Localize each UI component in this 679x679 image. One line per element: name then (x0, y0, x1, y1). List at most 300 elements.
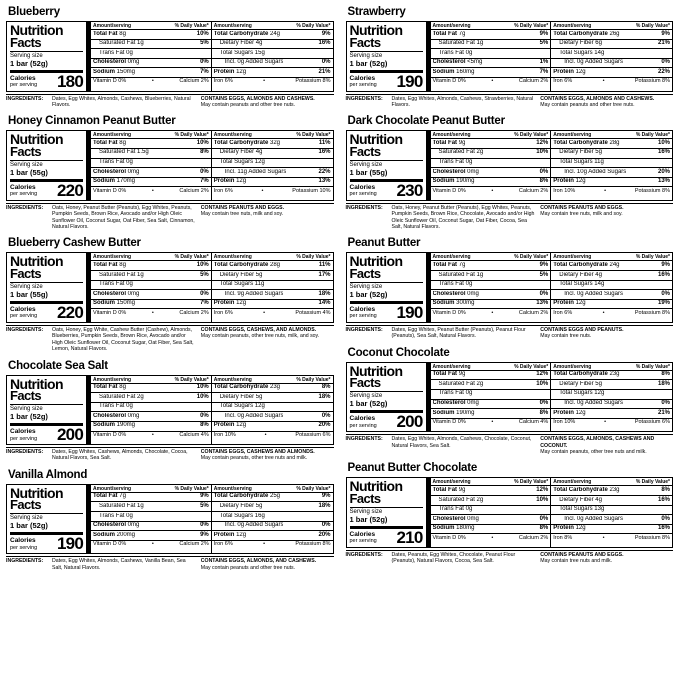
nutrient-row (431, 30, 551, 40)
nutrient-row (212, 493, 333, 503)
serving-size-label: Serving size (349, 52, 383, 59)
nutrient-dv: 9% (661, 30, 670, 37)
nutrient-name: Cholesterol 0mg (93, 168, 140, 175)
nutrient-name: Protein 12g (213, 300, 247, 307)
nutrient-row (431, 49, 551, 59)
nutrient-row (431, 281, 551, 291)
nutrient-name: Sodium 300mg (432, 300, 475, 307)
nutrient-dv: 0% (200, 290, 209, 297)
vitamin-item: Potassium 6% (295, 432, 331, 439)
calories-row (349, 302, 423, 322)
column-header (212, 376, 333, 384)
nutrient-name: Cholesterol 0mg (432, 290, 479, 297)
nutrient-name: Protein 12g (213, 68, 247, 75)
nutrient-row (91, 290, 211, 300)
nutrient-dv: 18% (318, 290, 331, 297)
calories-value: 200 (396, 412, 423, 432)
vitamin-item: Potassium 8% (634, 534, 670, 541)
nutrient-row (551, 409, 672, 418)
nutrient-name: Saturated Fat 1.5g (99, 149, 149, 156)
nutrient-row (91, 159, 211, 169)
nutrient-dv (545, 390, 548, 398)
nutrient-row (212, 531, 333, 540)
dv-header: % Daily Value* (635, 479, 670, 486)
nutrient-dv: 5% (200, 40, 209, 47)
amount-header: Amount/serving (432, 479, 471, 486)
nutrient-dv (667, 281, 670, 289)
allergen-warning: CONTAINS PEANUTS AND EGGS. May contain tree nuts, milk and soy. (200, 204, 285, 218)
ingredients-text: Dates, Egg Whites, Almonds, Cashews, Chocolate, Coconut, Natural Flavors, Sea Salt. (391, 436, 532, 449)
nutrient-row (431, 149, 551, 159)
nutrient-name: Protein 12g (553, 178, 586, 185)
divider (350, 282, 423, 283)
divider (10, 404, 83, 405)
nutrient-row (91, 59, 211, 69)
serving-size-value: 1 bar (55g) (10, 289, 48, 299)
calories-row (349, 412, 423, 432)
nutrient-name: Sodium 170mg (93, 178, 136, 185)
vitamin-item: Iron 10% (553, 419, 576, 426)
amount-header: Amount/serving (553, 132, 592, 139)
nutrient-dv: 16% (657, 496, 670, 503)
vitamin-row (551, 77, 672, 86)
nutrient-dv: 11% (318, 261, 331, 268)
allergen-warning: CONTAINS EGGS AND PEANUTS. May contain tree nuts. (540, 326, 624, 340)
nutrient-name: Total Sugars 11g (219, 281, 265, 288)
facts-columns (91, 22, 333, 91)
nutrient-name: Saturated Fat 1g (99, 40, 144, 47)
column-header (431, 22, 551, 30)
vitamin-row (431, 186, 551, 195)
nutrient-row (91, 412, 211, 422)
vitamin-row (91, 186, 211, 195)
nutrient-dv (545, 159, 548, 167)
facts-column (91, 22, 212, 91)
vitamin-separator: • (604, 187, 607, 194)
nutrient-dv: 8% (200, 422, 209, 429)
nutrient-name: Cholesterol 0mg (93, 522, 140, 529)
nutrient-dv: 10% (196, 30, 209, 37)
nutrient-name: Saturated Fat 1g (99, 271, 144, 278)
facts-summary (7, 22, 91, 91)
product-title: Strawberry (347, 6, 406, 18)
vitamin-row (431, 77, 551, 86)
ingredients-block (6, 94, 334, 109)
nutrient-row (551, 30, 672, 40)
serving-size-value: 1 bar (52g) (10, 412, 48, 422)
nutrient-dv: 16% (657, 525, 670, 532)
nutrient-row (551, 290, 672, 300)
nutrient-name: Total Fat 7g (432, 30, 466, 37)
nutrient-name: Total Sugars 14g (559, 281, 605, 288)
vitamin-item: Vitamin D 0% (432, 187, 466, 194)
nutrient-name: Dietary Fiber 4g (219, 40, 263, 47)
nutrient-row (551, 178, 672, 187)
nutrient-dv (545, 281, 548, 289)
vitamin-separator: • (491, 534, 494, 541)
ingredients-block (346, 94, 674, 109)
nutrient-row (431, 139, 551, 149)
nutrient-dv: 0% (661, 290, 670, 297)
nutrient-name: Saturated Fat 1g (99, 502, 144, 509)
ingredients-block (346, 325, 674, 340)
product-title: Blueberry Cashew Butter (8, 237, 141, 250)
nutrient-row (212, 412, 333, 422)
vitamin-separator: • (151, 187, 154, 194)
nutrient-name: Total Sugars 14g (559, 49, 605, 56)
nutrition-facts-box (6, 21, 334, 92)
amount-header: Amount/serving (93, 132, 132, 139)
nutrient-row (431, 271, 551, 281)
facts-columns (431, 478, 673, 547)
nutrition-facts-box (6, 252, 334, 323)
facts-column (212, 253, 333, 322)
nutrient-name: Saturated Fat 2g (438, 380, 484, 387)
dv-header: % Daily Value* (174, 132, 209, 139)
vitamin-separator: • (602, 78, 605, 85)
nutrient-row (431, 261, 551, 271)
serving-size-label: Serving size (10, 161, 43, 168)
vitamin-item: Iron 10% (213, 432, 236, 439)
nutrient-row (212, 281, 333, 291)
nutrient-row (212, 49, 333, 59)
nutrient-dv: 20% (318, 422, 331, 429)
ingredients-label: INGREDIENTS: (346, 325, 392, 340)
facts-column (91, 253, 212, 322)
nutrient-name: Dietary Fiber 5g (219, 393, 263, 400)
nutrient-dv: 8% (321, 384, 331, 391)
nutrient-name: Incl. 10g Added Sugars (564, 168, 627, 175)
facts-summary (7, 485, 91, 554)
nutrient-dv: 0% (661, 515, 670, 522)
vitamin-row (551, 418, 672, 427)
nutrient-dv: 5% (200, 502, 209, 509)
calories-row (10, 534, 83, 554)
nutrition-facts-heading: Nutrition Facts (10, 131, 63, 159)
left-column (6, 6, 340, 679)
ingredients-body (52, 203, 334, 231)
ingredients-body (392, 550, 674, 565)
vitamin-separator: • (151, 432, 154, 439)
nutrient-dv: 7% (200, 300, 209, 307)
vitamin-item: Vitamin D 0% (432, 309, 466, 316)
ingredients-block (346, 550, 674, 565)
amount-header: Amount/serving (432, 132, 471, 139)
vitamin-separator: • (263, 309, 265, 316)
ingredients-label: INGREDIENTS: (6, 94, 52, 109)
vitamin-separator: • (263, 541, 265, 548)
amount-header: Amount/serving (553, 363, 592, 370)
vitamin-item: Iron 6% (213, 187, 233, 194)
nutrient-name: Total Sugars 13g (559, 506, 605, 513)
nutrient-dv: 9% (200, 493, 209, 500)
amount-header: Amount/serving (93, 23, 132, 29)
nutrient-name: Total Sugars 12g (219, 403, 265, 410)
dv-header: % Daily Value* (296, 485, 331, 492)
ingredients-text: Dates, Egg Whites, Almonds, Cashews, Strawberries, Natural Flavors. (391, 95, 534, 108)
dv-header: % Daily Value* (174, 485, 209, 492)
ingredients-label: INGREDIENTS: (346, 94, 392, 109)
divider (350, 507, 423, 508)
nutrient-dv: 12% (536, 139, 549, 146)
ingredients-body (392, 94, 674, 109)
facts-column (91, 131, 212, 200)
amount-header: Amount/serving (553, 23, 592, 29)
calories-label: Calories per serving (349, 530, 377, 545)
column-header (91, 131, 211, 139)
nutrition-facts-heading: Nutrition Facts (10, 22, 63, 50)
nutrient-row (431, 506, 551, 516)
ingredients-text: Dates, Egg Whites, Almonds, Cashews, Blueberries, Natural Flavors. (52, 95, 191, 108)
calories-row (10, 425, 83, 445)
nutrition-facts-heading: Nutrition Facts (349, 478, 403, 506)
nutrient-name: Total Carbohydrate 28g (553, 139, 620, 146)
nutrition-facts-box (346, 21, 674, 92)
dv-header: % Daily Value* (296, 132, 331, 139)
nutrient-dv (206, 50, 209, 58)
nutrient-name: Total Sugars 15g (219, 49, 265, 56)
facts-column (91, 376, 212, 445)
dv-header: % Daily Value* (514, 479, 549, 486)
facts-column (431, 478, 552, 547)
calories-row (10, 302, 83, 322)
vitamin-item: Iron 6% (213, 309, 233, 316)
facts-column (431, 363, 552, 432)
nutrient-dv: 9% (539, 261, 549, 268)
nutrient-name: Trans Fat 0g (438, 506, 473, 513)
facts-columns (431, 131, 673, 200)
nutrient-dv: 21% (657, 409, 670, 416)
nutrient-name: Dietary Fiber 5g (559, 380, 602, 387)
ingredients-text: Dates, Peanuts, Egg Whites, Chocolate, Peanut Flour (Peanuts), Natural Flavors, Cocoa, Sea Salt. (391, 551, 516, 565)
calories-label: Calories per serving (10, 74, 38, 88)
nutrient-dv: 0% (200, 522, 209, 529)
column-header (551, 131, 672, 139)
nutrient-row (431, 525, 551, 534)
nutrition-facts-heading: Nutrition Facts (349, 22, 403, 50)
vitamin-item: Calcium 2% (179, 541, 209, 548)
product-title: Peanut Butter Chocolate (347, 462, 478, 475)
nutrition-facts-heading: Nutrition Facts (10, 253, 63, 281)
nutrient-dv: 18% (318, 502, 331, 509)
nutrient-dv: 9% (321, 493, 331, 500)
ingredients-block (346, 203, 674, 231)
amount-header: Amount/serving (93, 485, 132, 492)
nutrient-row (91, 512, 211, 522)
nutrient-dv: 22% (657, 68, 670, 75)
nutrient-name: Saturated Fat 2g (99, 393, 144, 400)
dv-header: % Daily Value* (296, 376, 331, 383)
product-title: Blueberry (8, 6, 60, 18)
facts-columns (91, 485, 333, 554)
nutrient-dv: 0% (661, 400, 670, 407)
dv-header: % Daily Value* (174, 254, 209, 261)
nutrient-row (212, 149, 333, 159)
nutrient-dv: 18% (318, 393, 331, 400)
calories-value: 190 (57, 534, 83, 554)
facts-summary (347, 22, 431, 91)
nutrient-row (431, 300, 551, 309)
amount-header: Amount/serving (553, 479, 592, 486)
nutrient-row (212, 393, 333, 403)
nutrient-dv: 12% (536, 371, 549, 378)
amount-header: Amount/serving (213, 485, 252, 492)
vitamin-item: Vitamin D 0% (432, 78, 466, 85)
nutrient-row (551, 59, 672, 69)
vitamin-item: Calcium 2% (179, 187, 209, 194)
nutrient-name: Saturated Fat 2g (438, 496, 484, 503)
nutrient-name: Saturated Fat 1g (438, 271, 484, 278)
nutrient-name: Total Carbohydrate 25g (213, 493, 280, 500)
nutrient-row (431, 290, 551, 300)
vitamin-separator: • (602, 534, 605, 541)
nutrient-name: Dietary Fiber 5g (219, 502, 263, 509)
nutrient-name: Total Carbohydrate 26g (553, 30, 620, 37)
vitamin-item: Potassium 8% (634, 187, 670, 194)
vitamin-item: Calcium 2% (179, 309, 209, 316)
nutrient-name: Cholesterol <5mg (432, 59, 483, 66)
nutrient-row (91, 40, 211, 50)
nutrient-name: Protein 12g (213, 422, 247, 429)
facts-columns (91, 253, 333, 322)
calories-value: 190 (396, 71, 423, 91)
nutrition-facts-heading: Nutrition Facts (349, 253, 403, 281)
facts-column (212, 131, 333, 200)
nutrient-name: Total Sugars 11g (559, 159, 604, 165)
column-header (91, 22, 211, 30)
serving-size-value: 1 bar (52g) (349, 399, 388, 409)
nutrition-panel-4 (6, 469, 334, 571)
vitamin-item: Calcium 4% (179, 432, 209, 439)
facts-summary (7, 253, 91, 322)
nutrient-dv: 18% (657, 380, 670, 387)
nutrient-dv: 12% (536, 486, 549, 493)
nutrient-dv: 8% (661, 371, 670, 378)
vitamin-item: Vitamin D 0% (93, 432, 127, 439)
vitamin-separator: • (151, 78, 154, 85)
dv-header: % Daily Value* (514, 23, 549, 29)
nutrition-facts-heading: Nutrition Facts (10, 375, 63, 404)
nutrient-name: Dietary Fiber 4g (559, 496, 602, 503)
vitamin-row (91, 308, 211, 317)
vitamin-row (212, 308, 333, 317)
nutrient-dv: 9% (539, 30, 549, 37)
product-title: Vanilla Almond (8, 468, 88, 481)
column-header (91, 253, 211, 261)
nutrient-row (212, 502, 333, 512)
nutrient-row (91, 261, 211, 271)
nutrient-name: Trans Fat 0g (99, 512, 133, 519)
nutrient-dv (667, 50, 670, 58)
nutrient-dv: 5% (539, 271, 549, 278)
nutrient-dv (328, 513, 331, 521)
vitamin-item: Potassium 8% (634, 309, 670, 316)
amount-header: Amount/serving (213, 254, 252, 261)
nutrient-row (551, 380, 672, 390)
nutrition-facts-heading: Nutrition Facts (349, 131, 403, 159)
calories-value: 190 (396, 302, 423, 322)
nutrient-row (91, 68, 211, 77)
vitamin-item: Potassium 6% (634, 419, 670, 426)
nutrient-row (212, 40, 333, 50)
nutrient-row (431, 178, 551, 187)
divider (350, 391, 423, 392)
facts-columns (91, 376, 333, 445)
column-header (551, 478, 672, 486)
column-header (212, 22, 333, 30)
nutrient-row (431, 380, 551, 390)
vitamin-item: Vitamin D 0% (432, 534, 466, 541)
nutrition-facts-box (6, 375, 334, 446)
nutrient-row (431, 40, 551, 50)
vitamin-item: Potassium 8% (295, 541, 331, 548)
vitamin-row (91, 77, 211, 86)
nutrient-name: Sodium 190mg (432, 178, 475, 185)
vitamin-row (212, 540, 333, 549)
nutrient-row (91, 422, 211, 431)
nutrient-name: Total Fat 8g (93, 384, 126, 391)
nutrient-name: Trans Fat 0g (99, 403, 133, 410)
nutrition-facts-box (6, 484, 334, 555)
vitamin-item: Potassium 10% (292, 187, 331, 194)
nutrient-row (91, 49, 211, 59)
nutrient-row (431, 496, 551, 506)
nutrient-name: Total Carbohydrate 23g (213, 384, 280, 391)
calories-label: Calories per serving (10, 305, 38, 320)
vitamin-item: Iron 8% (553, 534, 573, 541)
facts-columns (431, 22, 673, 91)
nutrient-name: Total Fat 9g (432, 371, 466, 378)
facts-columns (431, 253, 673, 322)
ingredients-text: Dates, Egg Whites, Almonds, Cashews, Vanilla Bean, Sea Salt, Natural Flavors. (52, 558, 186, 571)
divider (350, 160, 423, 161)
nutrient-dv: 0% (200, 59, 209, 66)
nutrient-name: Cholesterol 0mg (93, 290, 140, 297)
vitamin-row (431, 308, 551, 317)
nutrient-dv: 8% (539, 178, 549, 185)
vitamin-separator: • (491, 309, 494, 316)
nutrient-dv: 0% (539, 515, 549, 522)
nutrient-name: Saturated Fat 2g (438, 149, 484, 156)
nutrient-row (551, 525, 672, 534)
nutrient-row (551, 149, 672, 159)
amount-header: Amount/serving (93, 254, 132, 261)
nutrient-row (91, 300, 211, 309)
nutrition-facts-heading: Nutrition Facts (349, 362, 403, 391)
nutrient-dv: 0% (539, 168, 549, 175)
column-header (212, 253, 333, 261)
serving-size-label: Serving size (349, 508, 383, 515)
nutrient-name: Cholesterol 0mg (432, 168, 479, 175)
nutrient-dv: 1% (539, 59, 549, 66)
nutrient-dv: 13% (318, 178, 331, 185)
nutrition-facts-box (346, 130, 674, 201)
divider (350, 51, 423, 52)
nutrient-dv: 16% (657, 271, 670, 278)
product-title: Dark Chocolate Peanut Butter (347, 115, 505, 128)
nutrient-dv (667, 159, 670, 167)
serving-size-label: Serving size (349, 283, 383, 290)
nutrient-dv: 0% (539, 400, 549, 407)
nutrient-row (91, 271, 211, 281)
nutrient-name: Incl. 0g Added Sugars (564, 290, 623, 297)
nutrient-name: Protein 12g (213, 531, 247, 538)
dv-header: % Daily Value* (514, 132, 549, 139)
nutrient-dv: 5% (200, 271, 209, 278)
nutrient-row (212, 512, 333, 522)
nutrient-dv: 10% (196, 261, 209, 268)
divider (10, 513, 83, 514)
